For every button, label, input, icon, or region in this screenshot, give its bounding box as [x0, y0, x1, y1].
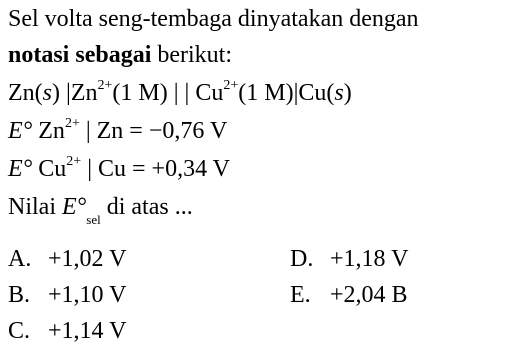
- question-intro: Sel volta seng-tembaga dinyatakan dengan: [8, 6, 419, 32]
- option-letter: A.: [8, 246, 32, 272]
- cell-notation: [8, 76, 352, 110]
- option-text: +1,14 V: [48, 318, 127, 344]
- e-cell-subscript: sel: [86, 211, 101, 227]
- notation-bar-1: |: [66, 80, 71, 106]
- e-standard-symbol: E°: [8, 118, 33, 144]
- option-d[interactable]: [290, 242, 408, 276]
- zn-potential: [8, 114, 227, 148]
- option-a[interactable]: [8, 242, 126, 276]
- option-text: +1,10 V: [48, 282, 127, 308]
- option-letter: D.: [290, 246, 314, 272]
- notation-zn: Zn(: [8, 80, 43, 106]
- e-standard-symbol: E°: [8, 156, 33, 182]
- cu-potential-value: | Cu = +0,34 V: [87, 156, 230, 182]
- zn-potential-value: | Zn = −0,76 V: [85, 118, 228, 144]
- notation-close-2: ): [343, 80, 352, 106]
- option-text: +1,18 V: [330, 246, 409, 272]
- zn-ion-charge: 2+: [64, 116, 80, 131]
- question-line-1: [8, 2, 419, 36]
- notation-salt-bridge: | |: [173, 80, 190, 106]
- cu-potential: [8, 152, 230, 186]
- cu-ion: Cu: [38, 156, 67, 182]
- option-b[interactable]: [8, 278, 126, 312]
- cu-ion-charge: 2+: [66, 154, 82, 169]
- option-c[interactable]: [8, 314, 126, 348]
- notation-cu-ion: Cu: [195, 80, 224, 106]
- question-line-2: [8, 38, 232, 72]
- zn-ion: Zn: [38, 118, 65, 144]
- question-line-2-rest: berikut:: [151, 42, 233, 68]
- option-letter: B.: [8, 282, 31, 308]
- e-cell-symbol: E°: [62, 194, 87, 220]
- notation-cu: Cu(: [298, 80, 335, 106]
- ask-prefix: Nilai: [8, 194, 62, 220]
- notation-conc-1: (1 M): [112, 80, 168, 106]
- question-ask: [8, 190, 193, 227]
- notation-cu-charge: 2+: [223, 78, 239, 93]
- option-text: +2,04 B: [330, 282, 408, 308]
- option-text: +1,02 V: [48, 246, 127, 272]
- bold-phrase: notasi sebagai: [8, 42, 152, 68]
- notation-state-2: s: [334, 80, 344, 106]
- notation-zn-charge: 2+: [97, 78, 113, 93]
- notation-conc-2: (1 M): [238, 80, 294, 106]
- option-e[interactable]: [290, 278, 408, 312]
- notation-bar-2: |: [293, 80, 299, 106]
- option-letter: E.: [290, 282, 311, 308]
- notation-state-1: s: [42, 80, 52, 106]
- notation-zn-ion: Zn: [70, 80, 98, 106]
- notation-close-1: ): [52, 80, 60, 106]
- ask-suffix: di atas ...: [100, 194, 193, 220]
- option-letter: C.: [8, 318, 31, 344]
